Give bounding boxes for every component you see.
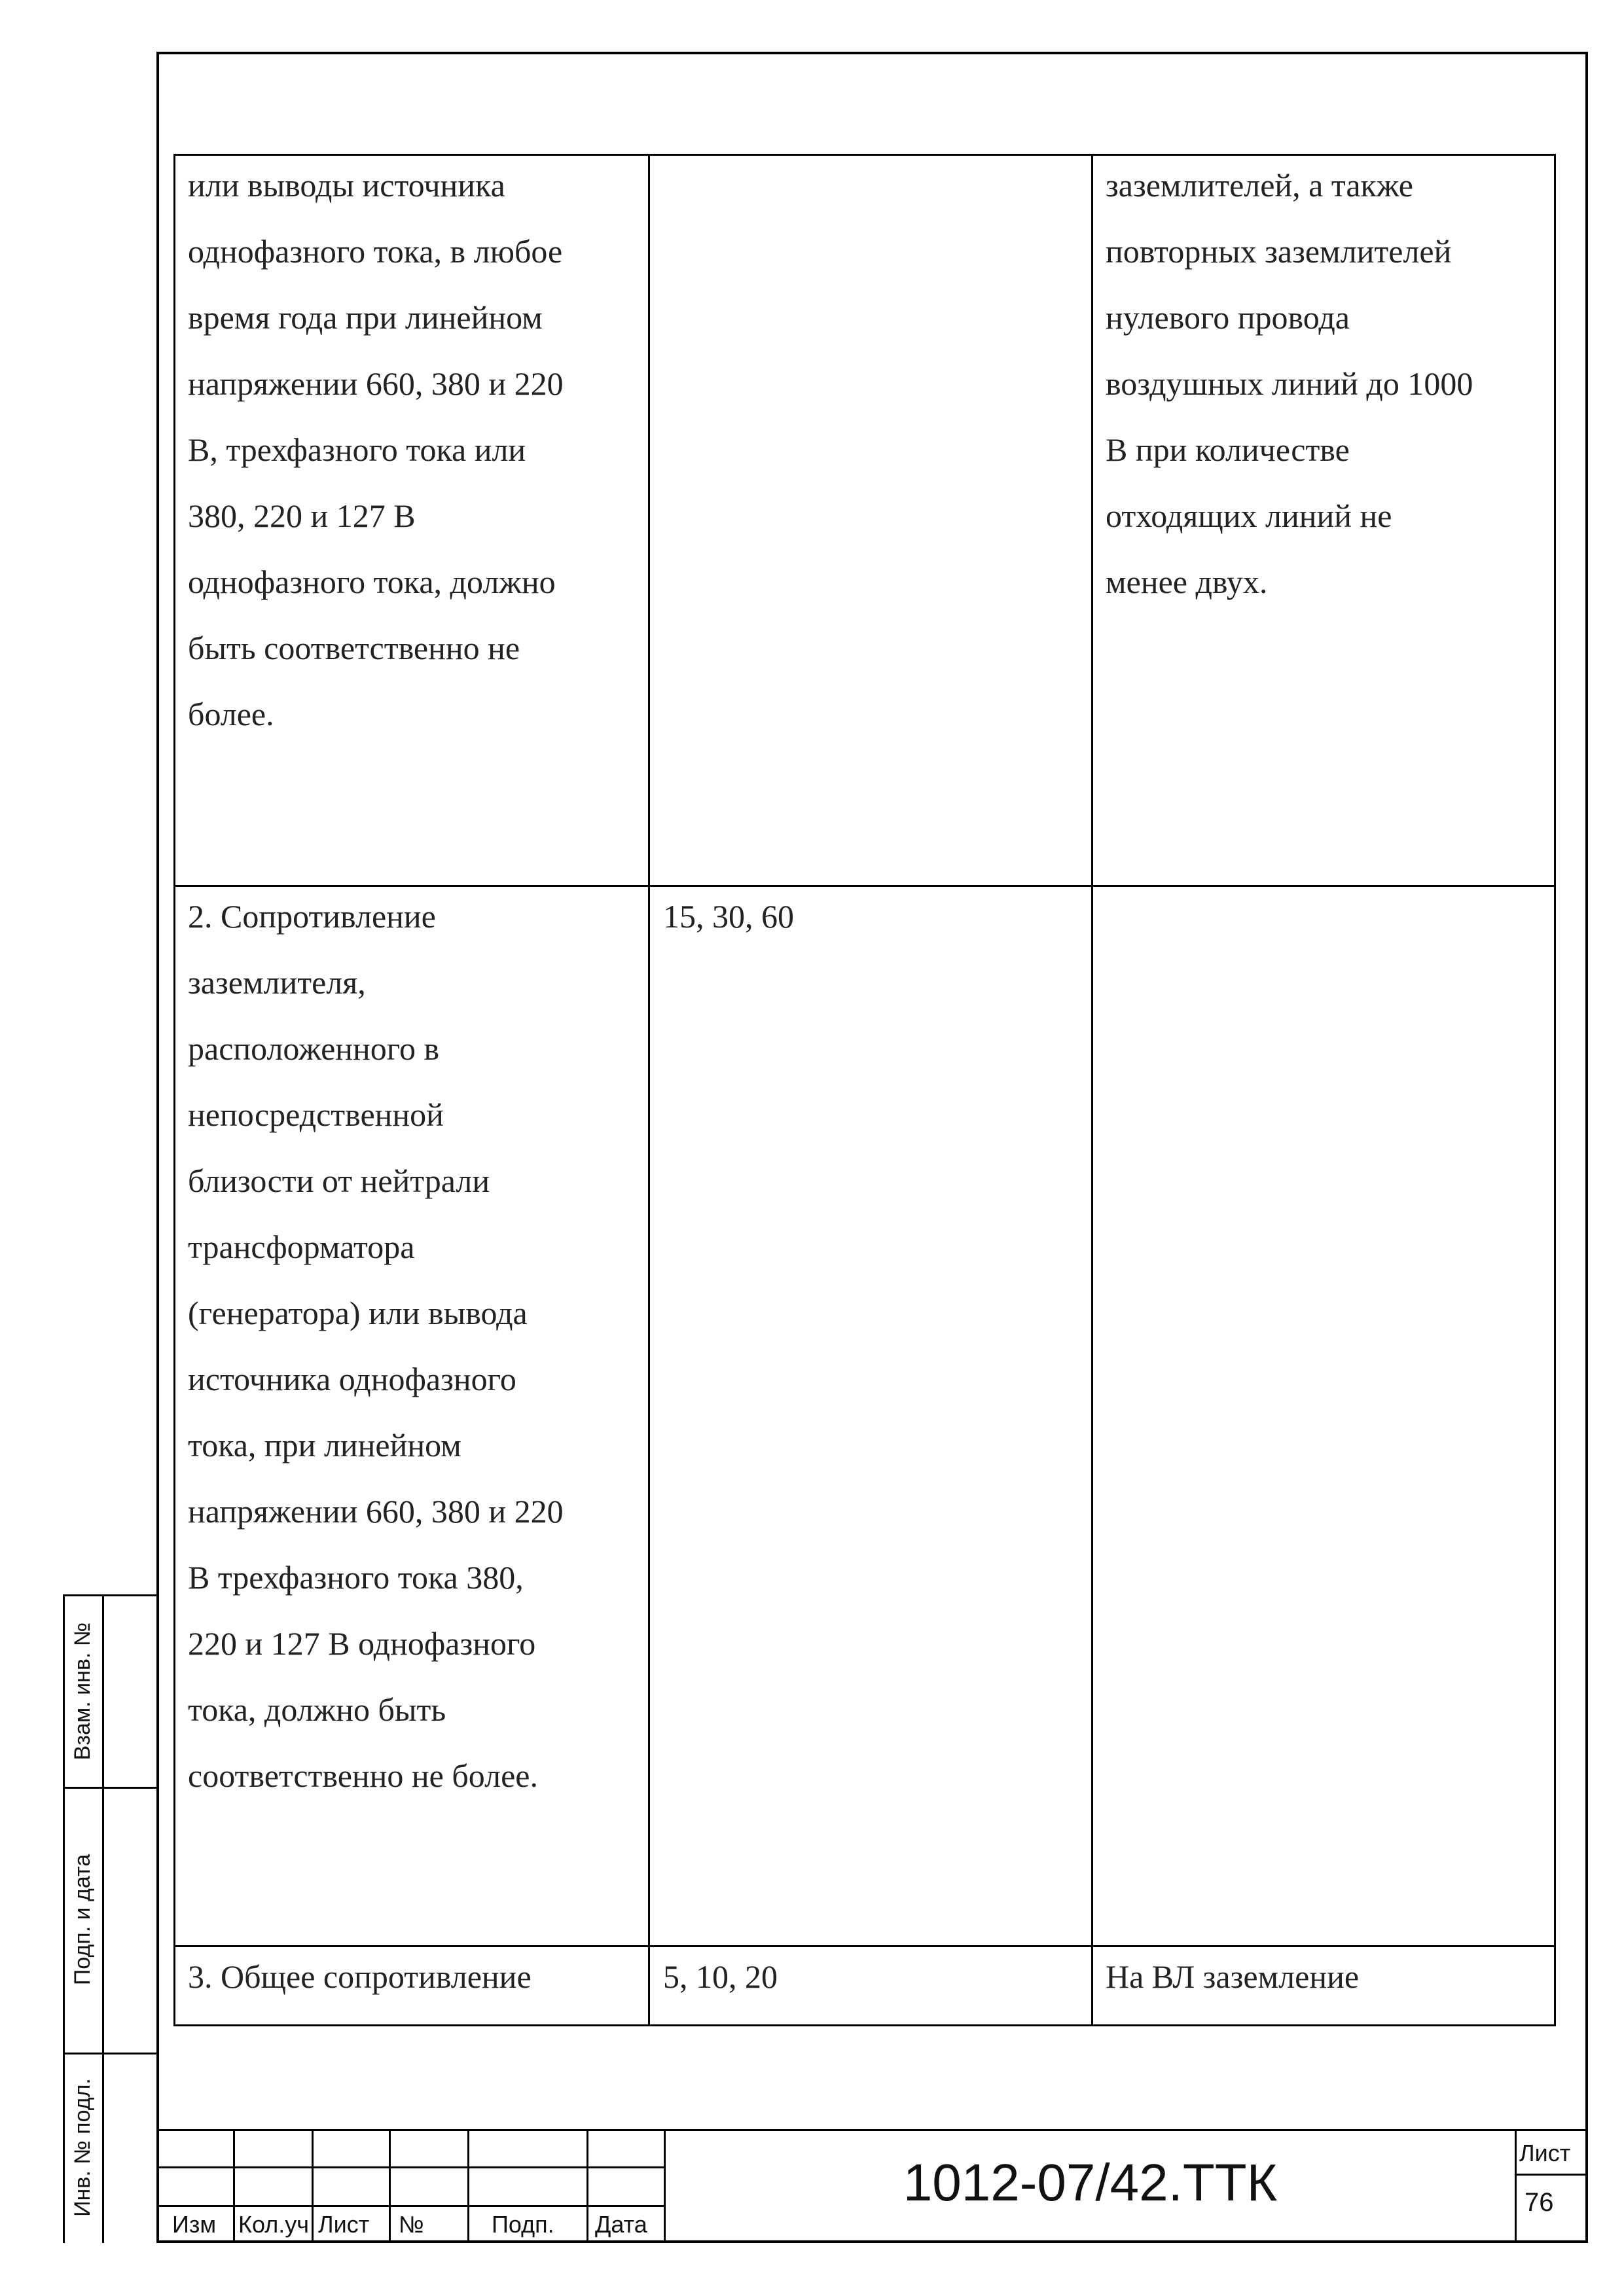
sheet-cell-divider — [1515, 2174, 1588, 2176]
requirements-table — [173, 154, 1556, 2026]
table-cell-r3-c3: На ВЛ заземление — [1106, 1958, 1360, 1995]
title-header-izm: Изм — [172, 2211, 217, 2238]
title-header-podp: Подп. — [492, 2211, 554, 2238]
table-border-right — [1554, 154, 1556, 2026]
title-grid-col-3 — [389, 2129, 391, 2243]
title-header-list: Лист — [318, 2211, 370, 2238]
table-cell-r3-c2: 5, 10, 20 — [663, 1958, 778, 1995]
table-border-left — [173, 154, 175, 2026]
sheet-label: Лист — [1519, 2140, 1571, 2166]
table-cell-r1-c1: или выводы источника однофазного тока, в любое время года при линейном напряжении 660, 380 и 220 В, трехфазного тока или 380, 220 и 127 В однофазного тока, должно быть соответственно не более. — [188, 167, 564, 732]
table-col-divider-2 — [1091, 154, 1093, 2026]
title-header-number: № — [399, 2211, 424, 2238]
title-header-data: Дата — [595, 2211, 647, 2238]
side-label-vzam-inv: Взам. инв. № — [70, 1622, 95, 1761]
side-stamp-left-line — [63, 1594, 65, 2243]
table-cell-r3-c1: 3. Общее сопротивление — [188, 1958, 532, 1995]
sheet-number: 76 — [1525, 2188, 1554, 2217]
title-grid-col-4 — [467, 2129, 469, 2243]
side-label-inv-podl: Инв. № подл. — [70, 2078, 95, 2217]
title-block — [156, 2129, 1588, 2243]
table-border-bottom — [173, 2024, 1556, 2026]
table-col-divider-1 — [648, 154, 650, 2026]
side-stamp-inner-line — [102, 1594, 104, 2243]
table-cell-r2-c1: 2. Сопротивление заземлителя, расположенного в непосредственной близости от нейтрали трансформатора (генератора) или вывода источника однофазного тока, при линейном напряжении 660, 380 и 220 В трехфазного тока 380, 220 и 127 В однофазного тока, должно быть соответственно не более. — [188, 898, 564, 1794]
title-grid-col-2 — [312, 2129, 314, 2243]
document-code: 1012-07/42.ТТК — [903, 2153, 1278, 2212]
title-grid-col-1 — [233, 2129, 235, 2243]
table-cell-r2-c2: 15, 30, 60 — [663, 898, 794, 935]
side-stamp — [63, 1594, 159, 2243]
title-block-top-line — [156, 2129, 1588, 2131]
sheet-cell-left-line — [1515, 2129, 1517, 2243]
title-header-kol-uch: Кол.уч — [238, 2211, 309, 2238]
title-grid-col-5 — [586, 2129, 588, 2243]
side-label-podp-data: Подп. и дата — [70, 1854, 95, 1986]
table-cell-r1-c3: заземлителей, а также повторных заземлителей нулевого провода воздушных линий до 1000 В при количестве отходящих линий не менее двух. — [1106, 167, 1473, 600]
